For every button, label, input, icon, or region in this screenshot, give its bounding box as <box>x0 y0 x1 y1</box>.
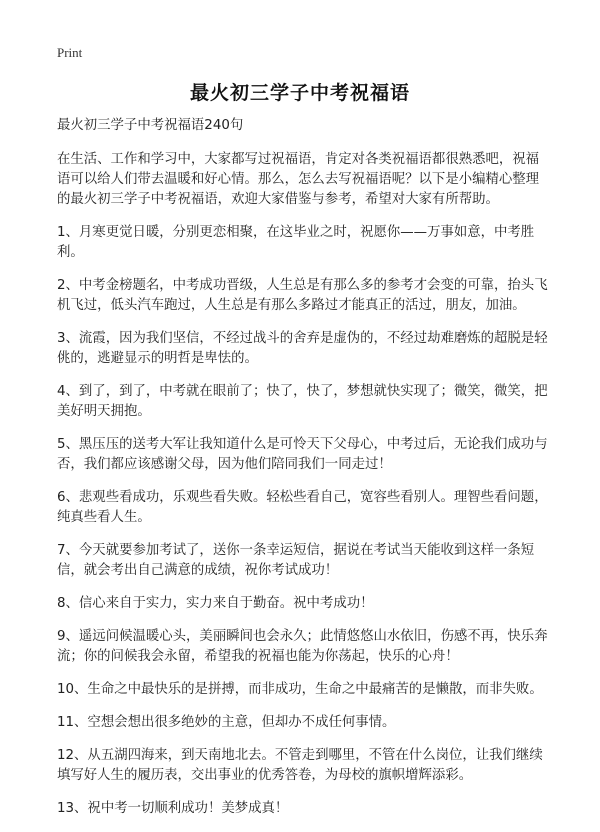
wish-item-7: 7、今天就要参加考试了，送你一条幸运短信，据说在考试当天能收到这样一条短信，就会考出自己满意的成绩，祝你考试成功！ <box>57 543 535 578</box>
wish-item-3: 3、流霞，因为我们坚信，不经过战斗的舍弃是虚伪的，不经过劫难磨炼的超脱是轻佻的，逃避显示的明哲是卑怯的。 <box>57 331 548 366</box>
article-body <box>57 116 549 832</box>
wish-item-13: 13、祝中考一切顺利成功！美梦成真！ <box>57 801 289 816</box>
intro-paragraph: 在生活、工作和学习中，大家都写过祝福语，肯定对各类祝福语都很熟悉吧，祝福语可以给人们带去温暖和好心情。那么，怎么去写祝福语呢？以下是小编精心整理的最火初三学子中考祝福语，欢迎大家借鉴与参考，希望对大家有所帮助。 <box>57 152 540 207</box>
wish-item-9: 9、遥远问候温暖心头，美丽瞬间也会永久；此情悠悠山水依旧，伤感不再，快乐奔流；你的问候我会永留，希望我的祝福也能为你荡起，快乐的心舟！ <box>57 629 548 664</box>
print-link[interactable]: Print <box>57 45 83 60</box>
wish-item-10: 10、生命之中最快乐的是拼搏，而非成功，生命之中最痛苦的是懒散，而非失败。 <box>57 682 543 697</box>
wish-item-1: 1、月寒更觉日暖，分别更恋相聚，在这毕业之时，祝愿你——万事如意，中考胜利。 <box>57 225 535 260</box>
wish-item-5: 5、黑压压的送考大军让我知道什么是可怜天下父母心，中考过后，无论我们成功与否，我们都应该感谢父母，因为他们陪同我们一同走过！ <box>57 437 548 472</box>
wish-item-11: 11、空想会想出很多绝妙的主意，但却办不成任何事情。 <box>57 715 396 730</box>
page-title: 最火初三学子中考祝福语 <box>189 82 410 104</box>
wish-item-4: 4、到了，到了，中考就在眼前了；快了，快了，梦想就快实现了；微笑，微笑，把美好明天拥抱。 <box>57 384 548 419</box>
wish-item-12: 12、从五湖四海来，到天南地北去。不管走到哪里，不管在什么岗位，让我们继续填写好人生的履历表，交出事业的优秀答卷，为母校的旗帜增辉添彩。 <box>57 748 543 783</box>
wish-item-2: 2、中考金榜题名，中考成功晋级，人生总是有那么多的参考才会变的可靠，抬头飞机飞过，低头汽车跑过，人生总是有那么多路过才能真正的活过，朋友，加油。 <box>57 278 548 313</box>
wish-item-8: 8、信心来自于实力，实力来自于勤奋。祝中考成功！ <box>57 596 374 611</box>
wish-item-6: 6、悲观些看成功，乐观些看失败。轻松些看自己，宽容些看别人。理智些看问题，纯真些看人生。 <box>57 490 548 525</box>
article-subtitle: 最火初三学子中考祝福语240句 <box>57 118 244 133</box>
